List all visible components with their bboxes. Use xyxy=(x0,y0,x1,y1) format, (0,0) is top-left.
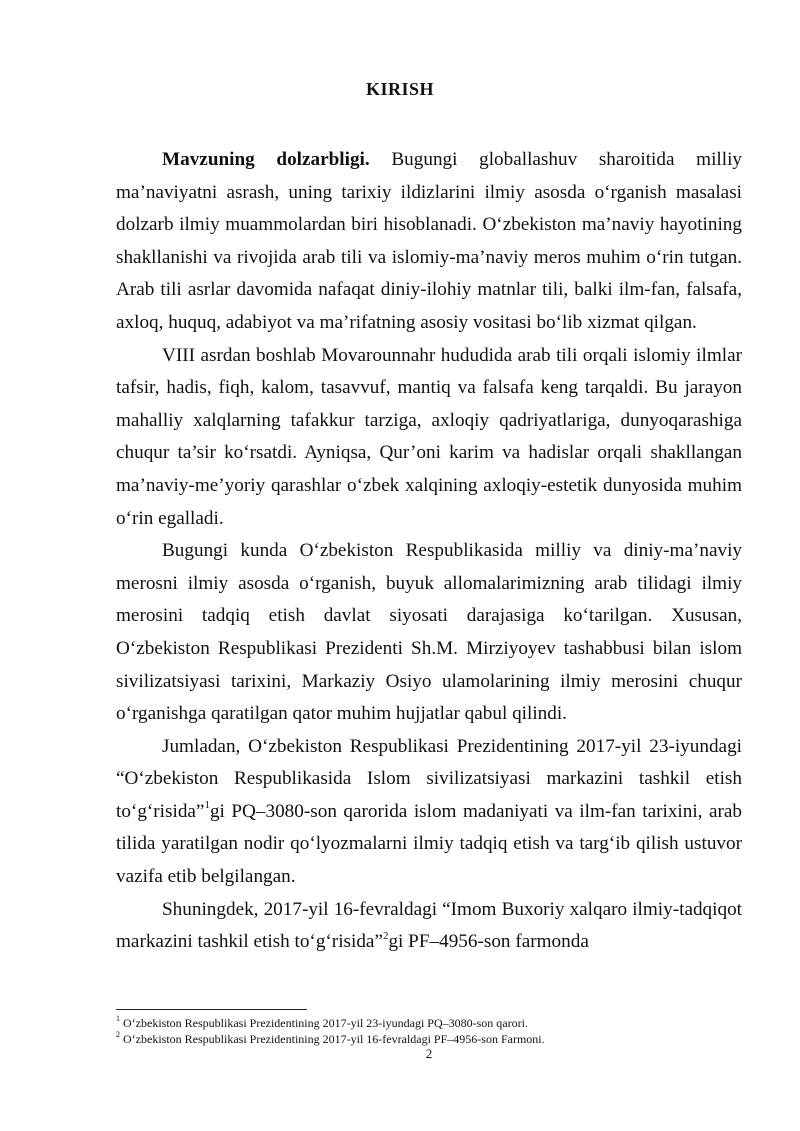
paragraph-text: Bugungi kunda O‘zbekiston Respublikasida milliy va diniy-ma’naviy merosni ilmiy asosda o‘rganish, buyuk allomalarimizning arab tilidagi ilmiy merosini tadqiq etish davlat siyosati darajasiga ko‘tarilgan. Xususan, O‘zbekiston Respublikasi Prezidenti Sh.M. Mirziyoyev tashabbusi bilan islom sivilizatsiyasi tarixini, Markaziy Osiyo ulamolarining ilmiy merosini chuqur o‘rganishga qaratilgan qator muhim hujjatlar qabul qilindi. xyxy=(116,540,742,725)
section-title: KIRISH xyxy=(365,79,435,99)
paragraph-text: gi PQ–3080-son qarorida islom madaniyati va ilm-fan tarixini, arab tilida yaratilgan nodir qo‘lyozmalarni ilmiy tadqiq etish va targ‘ib qilish ustuvor vazifa etib belgilangan. xyxy=(116,800,742,888)
footnote-ref-1[interactable]: 1 xyxy=(204,799,210,812)
paragraph-decree-1 xyxy=(116,731,742,894)
paragraph-relevance xyxy=(116,144,742,340)
paragraph-lead: Mavzuning dolzarbligi. xyxy=(162,149,370,170)
footnote-number: 2 xyxy=(116,1029,120,1039)
footnote-item xyxy=(116,1029,742,1048)
paragraph-text: Shuningdek, 2017-yil 16-fevraldagi “Imom Buxoriy xalqaro ilmiy-tadqiqot markazini tashkil etish to‘g‘risida” xyxy=(116,898,742,953)
paragraph-history xyxy=(116,340,742,536)
paragraph-decree-2 xyxy=(116,894,742,959)
footnote-ref-2[interactable]: 2 xyxy=(382,929,389,942)
footnotes xyxy=(116,1016,742,1047)
paragraph-text: Jumladan, O‘zbekiston Respublikasi Prezidentining 2017-yil 23-iyundagi “O‘zbekiston Respublikasida Islom sivilizatsiyasi markazini tashkil etish to‘g‘risida” xyxy=(116,735,742,822)
paragraph-text: Bugungi globallashuv sharoitida milliy ma’naviyatni asrash, uning tarixiy ildizlarini ilmiy asosda o‘rganish masalasi dolzarb ilmiy muammolardan biri hisoblanadi. O‘zbekiston ma’naviy hayotining shakllanishi va rivojida arab tili va islomiy-ma’naviy meros muhim o‘rin tutgan. Arab tili asrlar davomida nafaqat diniy-ilohiy matnlar tili, balki ilm-fan, falsafa, axloq, huquq, adabiyot va ma’rifatning asosiy vositasi bo‘lib xizmat qilgan. xyxy=(116,149,742,333)
paragraph-text: VIII asrdan boshlab Movarounnahr hududida arab tili orqali islomiy ilmlar tafsir, hadis, fiqh, kalom, tasavvuf, mantiq va falsafa keng tarqaldi. Bu jarayon mahalliy xalqlarning tafakkur tarziga, axloqiy qadriyatlariga, dunyoqarashiga chuqur ta’sir ko‘rsatdi. Ayniqsa, Qur’oni karim va hadislar orqali shakllangan ma’naviy-me’yoriy qarashlar o‘zbek xalqining axloqiy-estetik dunyosida muhim o‘rin egalladi. xyxy=(116,344,742,529)
footnote-text: O‘zbekiston Respublikasi Prezidentining 2017-yil 23-iyundagi PQ–3080-son qarori. xyxy=(120,1016,528,1030)
page-number: 2 xyxy=(425,1046,433,1061)
footnote-number: 1 xyxy=(116,1014,120,1023)
footnote-separator xyxy=(116,1009,307,1010)
paragraph-policy xyxy=(116,535,742,731)
body-text xyxy=(116,144,742,959)
footnote-text: O‘zbekiston Respublikasi Prezidentining 2017-yil 16-fevraldagi PF–4956-son Farmoni. xyxy=(120,1031,545,1046)
paragraph-text: gi PF–4956-son farmonda xyxy=(388,931,589,953)
footnote-item xyxy=(116,1016,742,1032)
